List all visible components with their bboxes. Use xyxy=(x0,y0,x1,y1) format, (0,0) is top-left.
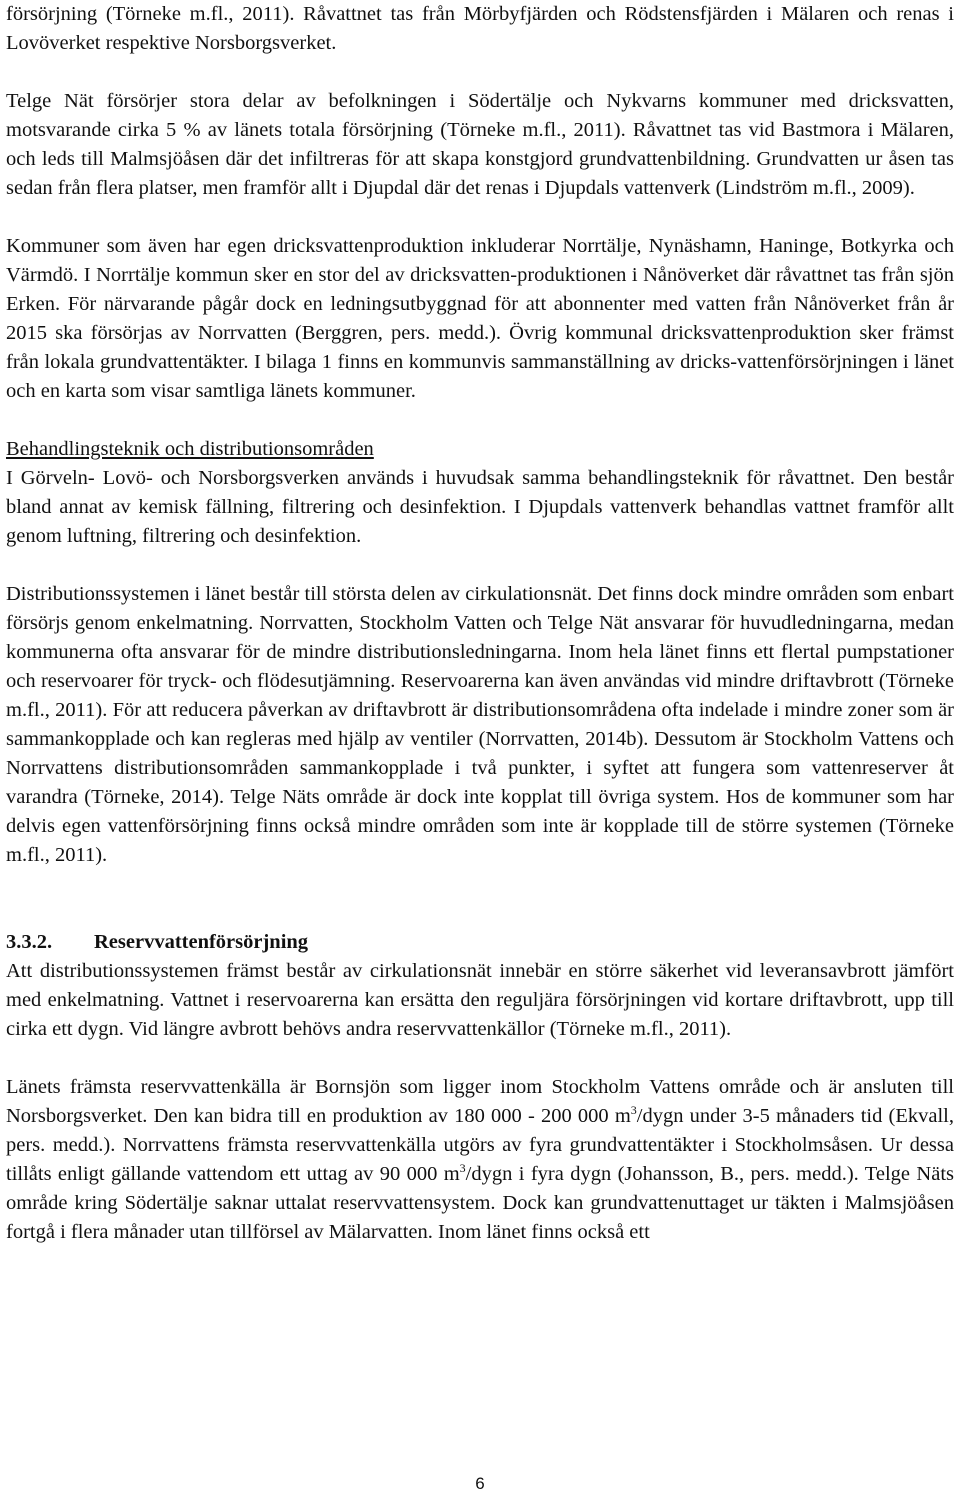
section-number: 3.3.2. xyxy=(6,931,53,953)
subheading: Behandlingsteknik och distributionsområden xyxy=(6,438,374,460)
paragraph-7 xyxy=(6,1073,954,1247)
paragraph-7-part-a: Länets främsta reservvattenkälla är Bornsjön som ligger inom Stockholm Vattens område och är ansluten till Norsborgsverket. Den kan bidra till en produktion av 180 000 - 200 000 m xyxy=(6,1076,954,1127)
superscript-2: 3 xyxy=(459,1161,466,1175)
paragraph-4: I Görveln- Lovö- och Norsborgsverken används i huvudsak samma behandlingsteknik för råvattnet. Den består bland annat av kemisk fällning, filtrering och desinfektion. I Djupdals vattenverk behandlas vattnet framför allt genom luftning, filtrering och desinfektion. xyxy=(6,467,954,547)
superscript: 3 xyxy=(630,1103,637,1117)
page-number: 6 xyxy=(475,1474,485,1493)
paragraph-7-part-c: /dygn i fyra dygn (Johansson, B., pers. medd.). Telge Näts område kring Södertälje saknar uttalat reservvattensystem. Dock kan grundvattenuttaget ur täkten i Malmsjöåsen fortgå i flera månader utan tillförsel av Mälarvatten. Inom länet finns också ett xyxy=(6,1163,954,1243)
paragraph-7-part-b: /dygn under 3-5 månaders tid (Ekvall, pers. medd.). Norrvattens främsta reservvattenkälla utgörs av fyra grundvattentäkter i Stockholmsåsen. Ur dessa tillåts enligt gällande vattendom ett uttag av 90 000 m xyxy=(6,1105,954,1185)
paragraph-6: Att distributionssystemen främst består av cirkulationsnät innebär en större säkerhet vid leveransavbrott jämfört med enkelmatning. Vattnet i reservoarerna kan ersätta den reguljära försörjningen vid kortare driftavbrott, upp till cirka ett dygn. Vid längre avbrott behövs andra reservvattenkällor (Törneke m.fl., 2011). xyxy=(6,960,954,1040)
section-heading xyxy=(6,928,954,957)
section-title: Reservvattenförsörjning xyxy=(94,931,309,953)
paragraph-3: Kommuner som även har egen dricksvattenproduktion inkluderar Norrtälje, Nynäshamn, Haninge, Botkyrka och Värmdö. I Norrtälje kommun sker en stor del av dricksvatten-produktionen i Nånöverket där råvattnet tas från sjön Erken. För närvarande pågår dock en ledningsutbyggnad för att abonnenter med vatten från Nånöverket från år 2015 ska försörjas av Norrvatten (Berggren, pers. medd.). Övrig kommunal dricksvattenproduktion sker främst från lokala grundvattentäkter. I bilaga 1 finns en kommunvis sammanställning av dricks-vattenförsörjningen i länet och en karta som visar samtliga länets kommuner. xyxy=(6,235,954,402)
paragraph-1: försörjning (Törneke m.fl., 2011). Råvattnet tas från Mörbyfjärden och Rödstensfjärden i Mälaren och renas i Lovöverket respektive Norsborgsverket. xyxy=(6,3,954,54)
paragraph-2: Telge Nät försörjer stora delar av befolkningen i Södertälje och Nykvarns kommuner med dricksvatten, motsvarande cirka 5 % av länets totala försörjning (Törneke m.fl., 2011). Råvattnet tas vid Bastmora i Mälaren, och leds till Malmsjöåsen där det infiltreras för att skapa konstgjord grundvattenbildning. Grundvatten ur åsen tas sedan från flera platser, men framför allt i Djupdal där det renas i Djupdals vattenverk (Lindström m.fl., 2009). xyxy=(6,90,954,199)
paragraph-5: Distributionssystemen i länet består till största delen av cirkulationsnät. Det finns dock mindre områden som enbart försörjs genom enkelmatning. Norrvatten, Stockholm Vatten och Telge Nät ansvarar för huvudledningarna, medan kommunerna ofta ansvarar för de mindre distributionsledningarna. Inom hela länet finns ett flertal pumpstationer och reservoarer för tryck- och flödesutjämning. Reservoarerna kan även användas vid mindre driftavbrott (Törneke m.fl., 2011). För att reducera påverkan av driftavbrott är distributionsområdena ofta indelade i mindre zoner som är sammankopplade och kan regleras med hjälp av ventiler (Norrvatten, 2014b). Dessutom är Stockholm Vattens och Norrvattens distributionsområden sammankopplade i två punkter, i syftet att fungera som vattenreserver åt varandra (Törneke, 2014). Telge Näts område är dock inte kopplat till övriga system. Hos de kommuner som har delvis egen vattenförsörjning finns också mindre områden som inte är kopplade till de större systemen (Törneke m.fl., 2011). xyxy=(6,583,954,866)
